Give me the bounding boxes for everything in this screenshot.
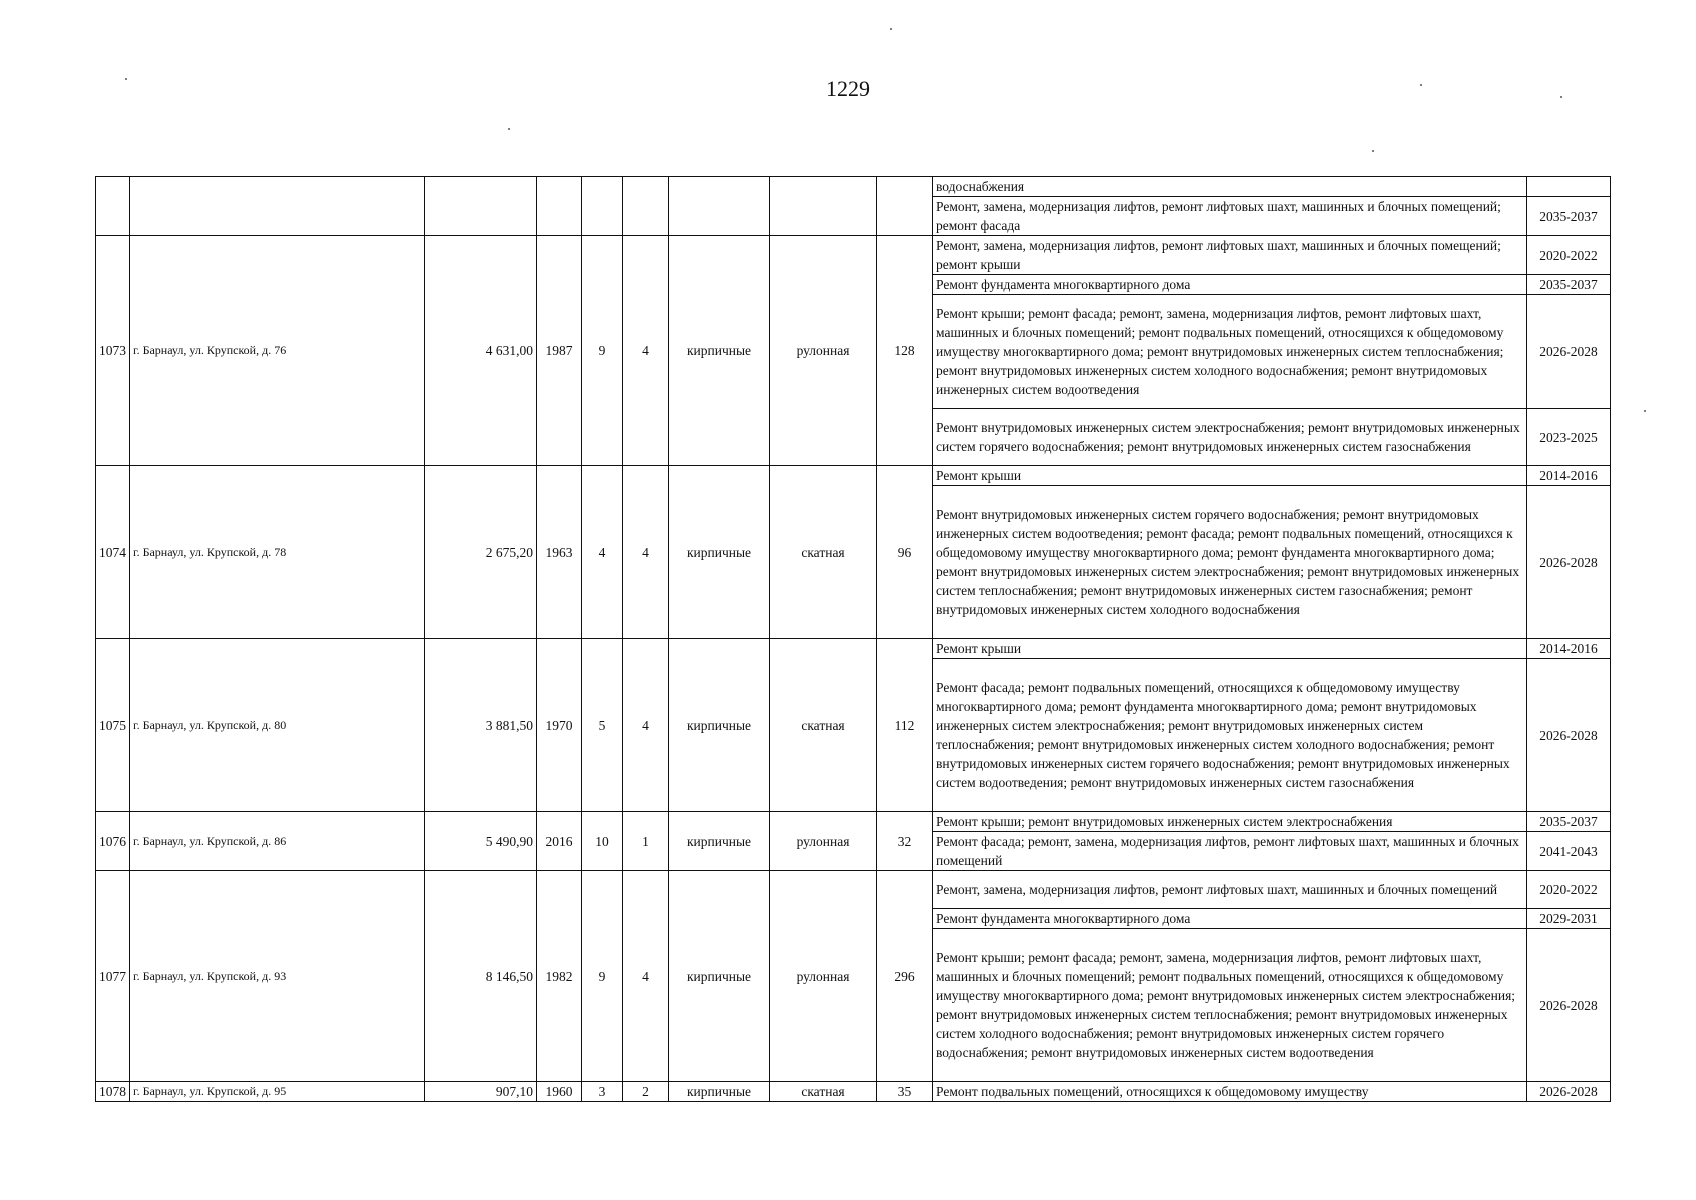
work-period-cell: 2026-2028 — [1527, 295, 1611, 409]
scan-speck — [1560, 96, 1562, 98]
building-number-cell: 1076 — [96, 812, 130, 871]
empty-cell — [877, 177, 933, 236]
work-description-cell: Ремонт, замена, модернизация лифтов, ремонт лифтовых шахт, машинных и блочных помещений; ремонт крыши — [933, 236, 1527, 275]
area-cell: 4 631,00 — [425, 236, 537, 466]
area-cell: 2 675,20 — [425, 466, 537, 639]
year-cell: 2016 — [537, 812, 582, 871]
work-description-cell: Ремонт подвальных помещений, относящихся к общедомовому имуществу — [933, 1082, 1527, 1102]
empty-cell — [770, 177, 877, 236]
work-period-cell: 2035-2037 — [1527, 812, 1611, 832]
roof-type-cell: рулонная — [770, 871, 877, 1082]
address-cell: г. Барнаул, ул. Крупской, д. 76 — [130, 236, 425, 466]
entrances-cell: 4 — [623, 871, 669, 1082]
area-cell: 5 490,90 — [425, 812, 537, 871]
wall-material-cell: кирпичные — [669, 1082, 770, 1102]
work-period-cell: 2026-2028 — [1527, 486, 1611, 639]
address-cell: г. Барнаул, ул. Крупской, д. 78 — [130, 466, 425, 639]
scan-speck — [890, 28, 892, 30]
capital-repair-table — [95, 176, 1611, 1102]
work-period-cell — [1527, 177, 1611, 197]
building-number-cell: 1073 — [96, 236, 130, 466]
table-row — [96, 1082, 1611, 1102]
floors-cell: 9 — [582, 871, 623, 1082]
empty-cell — [669, 177, 770, 236]
entrances-cell: 4 — [623, 639, 669, 812]
work-period-cell: 2035-2037 — [1527, 275, 1611, 295]
empty-cell — [130, 177, 425, 236]
entrances-cell: 2 — [623, 1082, 669, 1102]
floors-cell: 10 — [582, 812, 623, 871]
year-cell: 1963 — [537, 466, 582, 639]
wall-material-cell: кирпичные — [669, 812, 770, 871]
area-cell: 3 881,50 — [425, 639, 537, 812]
entrances-cell: 4 — [623, 466, 669, 639]
work-period-cell: 2026-2028 — [1527, 929, 1611, 1082]
work-period-cell: 2014-2016 — [1527, 466, 1611, 486]
work-description-cell: Ремонт фасада; ремонт подвальных помещений, относящихся к общедомовому имуществу многоквартирного дома; ремонт фундамента многоквартирного дома; ремонт внутридомовых инженерных систем электроснабжения; ремонт внутридомовых инженерных систем теплоснабжения; ремонт внутридомовых инженерных систем холодного водоснабжения; ремонт внутридомовых инженерных систем горячего водоснабжения; ремонт внутридомовых инженерных систем водоотведения; ремонт внутридомовых инженерных систем газоснабжения — [933, 659, 1527, 812]
floors-cell: 3 — [582, 1082, 623, 1102]
table-row — [96, 236, 1611, 275]
work-period-cell: 2041-2043 — [1527, 832, 1611, 871]
work-description-cell: Ремонт крыши — [933, 639, 1527, 659]
work-period-cell: 2029-2031 — [1527, 909, 1611, 929]
area-cell: 8 146,50 — [425, 871, 537, 1082]
work-description-cell: Ремонт крыши — [933, 466, 1527, 486]
area-cell: 907,10 — [425, 1082, 537, 1102]
empty-cell — [537, 177, 582, 236]
address-cell: г. Барнаул, ул. Крупской, д. 86 — [130, 812, 425, 871]
scan-speck — [508, 128, 510, 130]
table-body — [96, 177, 1611, 1102]
year-cell: 1982 — [537, 871, 582, 1082]
scan-speck — [1644, 410, 1646, 412]
year-cell: 1970 — [537, 639, 582, 812]
work-description-cell: Ремонт крыши; ремонт внутридомовых инженерных систем электроснабжения — [933, 812, 1527, 832]
scan-speck — [1420, 84, 1422, 86]
work-period-cell: 2035-2037 — [1527, 197, 1611, 236]
address-cell: г. Барнаул, ул. Крупской, д. 93 — [130, 871, 425, 1082]
roof-type-cell: рулонная — [770, 812, 877, 871]
floors-cell: 4 — [582, 466, 623, 639]
empty-cell — [582, 177, 623, 236]
apartments-cell: 128 — [877, 236, 933, 466]
empty-cell — [623, 177, 669, 236]
entrances-cell: 4 — [623, 236, 669, 466]
work-description-cell: Ремонт фундамента многоквартирного дома — [933, 909, 1527, 929]
wall-material-cell: кирпичные — [669, 871, 770, 1082]
wall-material-cell: кирпичные — [669, 466, 770, 639]
roof-type-cell: скатная — [770, 1082, 877, 1102]
roof-type-cell: скатная — [770, 639, 877, 812]
table-row — [96, 812, 1611, 832]
wall-material-cell: кирпичные — [669, 639, 770, 812]
work-period-cell: 2026-2028 — [1527, 659, 1611, 812]
work-period-cell: 2023-2025 — [1527, 409, 1611, 466]
building-number-cell: 1075 — [96, 639, 130, 812]
building-number-cell: 1074 — [96, 466, 130, 639]
floors-cell: 9 — [582, 236, 623, 466]
scan-speck — [1372, 150, 1374, 152]
wall-material-cell: кирпичные — [669, 236, 770, 466]
building-number-cell: 1077 — [96, 871, 130, 1082]
apartments-cell: 32 — [877, 812, 933, 871]
work-period-cell: 2020-2022 — [1527, 236, 1611, 275]
work-period-cell: 2026-2028 — [1527, 1082, 1611, 1102]
work-description-cell: Ремонт крыши; ремонт фасада; ремонт, замена, модернизация лифтов, ремонт лифтовых шахт, машинных и блочных помещений; ремонт подвальных помещений, относящихся к общедомовому имуществу многоквартирного дома; ремонт внутридомовых инженерных систем электроснабжения; ремонт внутридомовых инженерных систем теплоснабжения; ремонт внутридомовых инженерных систем холодного водоснабжения; ремонт внутридомовых инженерных систем горячего водоснабжения; ремонт внутридомовых инженерных систем водоотведения — [933, 929, 1527, 1082]
year-cell: 1987 — [537, 236, 582, 466]
scan-speck — [125, 78, 127, 80]
empty-cell — [425, 177, 537, 236]
year-cell: 1960 — [537, 1082, 582, 1102]
work-description-cell: Ремонт внутридомовых инженерных систем горячего водоснабжения; ремонт внутридомовых инженерных систем водоотведения; ремонт фасада; ремонт подвальных помещений, относящихся к общедомовому имуществу многоквартирного дома; ремонт фундамента многоквартирного дома; ремонт внутридомовых инженерных систем электроснабжения; ремонт внутридомовых инженерных систем теплоснабжения; ремонт внутридомовых инженерных систем газоснабжения; ремонт внутридомовых инженерных систем холодного водоснабжения — [933, 486, 1527, 639]
empty-cell — [96, 177, 130, 236]
address-cell: г. Барнаул, ул. Крупской, д. 95 — [130, 1082, 425, 1102]
work-period-cell: 2020-2022 — [1527, 871, 1611, 909]
page-number: 1229 — [826, 76, 870, 101]
apartments-cell: 35 — [877, 1082, 933, 1102]
work-description-cell: Ремонт внутридомовых инженерных систем электроснабжения; ремонт внутридомовых инженерных систем горячего водоснабжения; ремонт внутридомовых инженерных систем газоснабжения — [933, 409, 1527, 466]
work-description-cell: водоснабжения — [933, 177, 1527, 197]
work-description-cell: Ремонт фундамента многоквартирного дома — [933, 275, 1527, 295]
apartments-cell: 112 — [877, 639, 933, 812]
floors-cell: 5 — [582, 639, 623, 812]
work-description-cell: Ремонт, замена, модернизация лифтов, ремонт лифтовых шахт, машинных и блочных помещений — [933, 871, 1527, 909]
apartments-cell: 296 — [877, 871, 933, 1082]
work-period-cell: 2014-2016 — [1527, 639, 1611, 659]
work-description-cell: Ремонт фасада; ремонт, замена, модернизация лифтов, ремонт лифтовых шахт, машинных и блочных помещений — [933, 832, 1527, 871]
apartments-cell: 96 — [877, 466, 933, 639]
work-description-cell: Ремонт, замена, модернизация лифтов, ремонт лифтовых шахт, машинных и блочных помещений; ремонт фасада — [933, 197, 1527, 236]
table-row — [96, 871, 1611, 909]
address-cell: г. Барнаул, ул. Крупской, д. 80 — [130, 639, 425, 812]
table-row — [96, 639, 1611, 659]
table-row — [96, 177, 1611, 197]
roof-type-cell: рулонная — [770, 236, 877, 466]
building-number-cell: 1078 — [96, 1082, 130, 1102]
work-description-cell: Ремонт крыши; ремонт фасада; ремонт, замена, модернизация лифтов, ремонт лифтовых шахт, машинных и блочных помещений; ремонт подвальных помещений, относящихся к общедомовому имуществу многоквартирного дома; ремонт внутридомовых инженерных систем теплоснабжения; ремонт внутридомовых инженерных систем холодного водоснабжения; ремонт внутридомовых инженерных систем водоотведения — [933, 295, 1527, 409]
entrances-cell: 1 — [623, 812, 669, 871]
table-row — [96, 466, 1611, 486]
roof-type-cell: скатная — [770, 466, 877, 639]
